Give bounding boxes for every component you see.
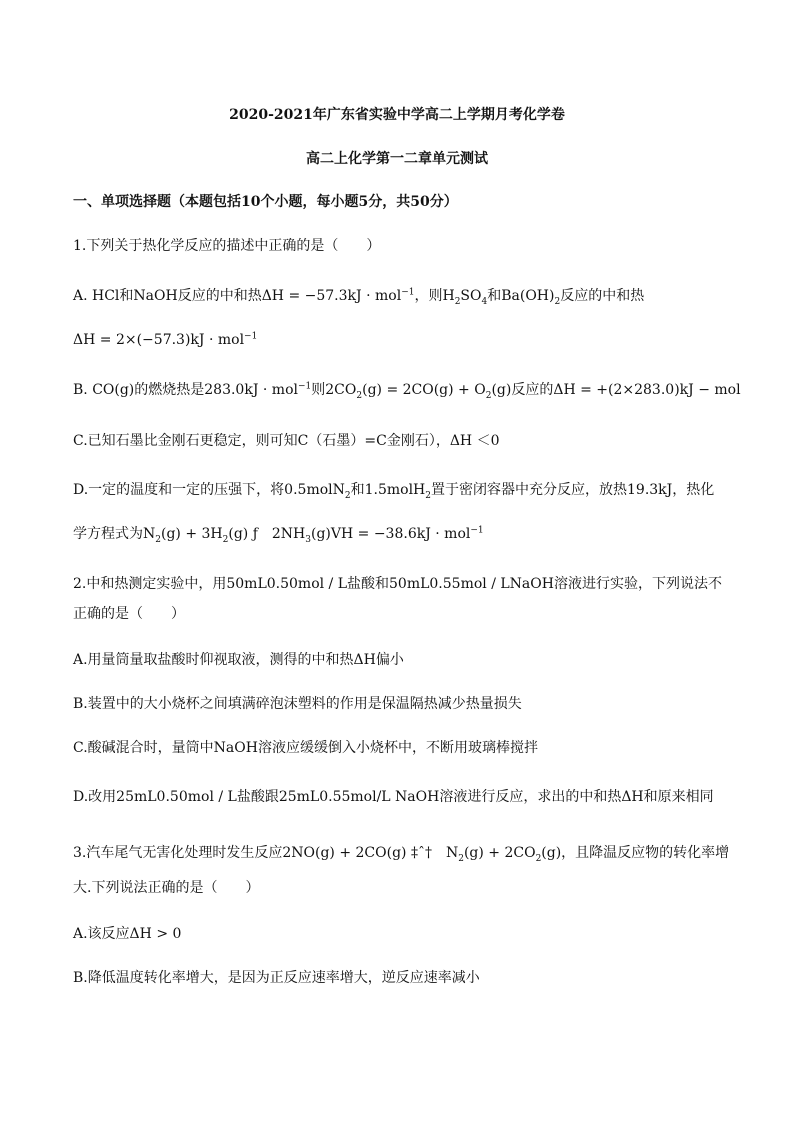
q1-option-a-line2 bbox=[73, 330, 734, 350]
q1-a-text-1: A. HCl和NaOH反应的中和热ΔH = −57.3kJ · mol bbox=[73, 288, 402, 304]
q1-d-text-3: 置于密闭容器中充分反应，放热19.3kJ，热化 bbox=[431, 482, 715, 498]
q1-d-sub-1: 2 bbox=[344, 490, 351, 501]
q1-d-text-1: D.一定的温度和一定的压强下，将0.5molN bbox=[73, 482, 345, 498]
q2-option-b: B.装置中的大小烧杯之间填满碎泡沫塑料的作用是保温隔热减少热量损失 bbox=[73, 696, 522, 712]
q1-a-sub-1: 2 bbox=[454, 296, 461, 307]
q1-b-sub-1: 2 bbox=[356, 390, 363, 401]
q3-option-a: A.该反应ΔH > 0 bbox=[73, 926, 182, 942]
q1-a2-sup: −1 bbox=[244, 331, 258, 342]
q1-a2-text: ΔH = 2×(−57.3)kJ · mol bbox=[73, 332, 245, 348]
q1-option-d-line1 bbox=[73, 480, 734, 500]
document-subtitle: 高二上化学第一二章单元测试 bbox=[306, 151, 488, 167]
q2-option-a: A.用量筒量取盐酸时仰视取液，测得的中和热ΔH偏小 bbox=[73, 652, 404, 668]
q1-d2-sub-1: 2 bbox=[155, 534, 161, 545]
q1-a-text-5: 反应的中和热 bbox=[560, 288, 645, 304]
q2-option-d: D.改用25mL0.50mol / L盐酸跟25mL0.55mol/L NaOH溶液进行反应，求出的中和热ΔH和原来相同 bbox=[73, 789, 714, 805]
q1-a-sub-2: 4 bbox=[481, 296, 488, 307]
q1-option-a-line1 bbox=[73, 286, 734, 306]
q3-text-1: 3.汽车尾气无害化处理时发生反应2NO(g) + 2CO(g) ‡ˆ† N bbox=[73, 845, 459, 861]
q1-d2-sub-2: 2 bbox=[222, 534, 229, 545]
q1-a-text-2: ，则H bbox=[414, 288, 455, 304]
q3-sub-1: 2 bbox=[458, 853, 464, 864]
q1-b-text-3: (g) = 2CO(g) + O bbox=[362, 382, 486, 398]
q3-text-2: (g) + 2CO bbox=[463, 845, 536, 861]
section-heading: 一、单项选择题（本题包括10个小题，每小题5分，共50分） bbox=[73, 194, 458, 210]
q2-option-c: C.酸碱混合时，量筒中NaOH溶液应缓缓倒入小烧杯中，不断用玻璃棒搅拌 bbox=[73, 740, 538, 756]
q1-b-sub-2: 2 bbox=[485, 390, 492, 401]
q3-option-b: B.降低温度转化率增大，是因为正反应速率增大，逆反应速率减小 bbox=[73, 970, 480, 986]
q1-d2-text-4: (g)VH = −38.6kJ · mol bbox=[310, 526, 471, 542]
q1-b-text-4: (g)反应的ΔH = +(2×283.0)kJ − mol bbox=[491, 382, 741, 398]
q2-stem-line1: 2.中和热测定实验中，用50mL0.50mol / L盐酸和50mL0.55mol / LNaOH溶液进行实验，下列说法不 bbox=[73, 576, 722, 592]
q1-d-text-2: 和1.5molH bbox=[350, 482, 426, 498]
q3-stem-line2: 大.下列说法正确的是（ ） bbox=[73, 880, 260, 896]
q1-a-sub-3: 2 bbox=[554, 296, 561, 307]
q1-d2-text-2: (g) + 3H bbox=[160, 526, 223, 542]
q1-b-text-1: B. CO(g)的燃烧热是283.0kJ · mol bbox=[73, 382, 298, 398]
q3-stem-line1 bbox=[73, 843, 734, 863]
q1-a-text-4: 和Ba(OH) bbox=[487, 288, 555, 304]
q1-a-sup-1: −1 bbox=[401, 287, 415, 298]
q1-option-c: C.已知石墨比金刚石更稳定，则可知C（石墨）=C金刚石），ΔH ＜0 bbox=[73, 433, 500, 449]
q1-d2-sub-3: 3 bbox=[305, 534, 311, 545]
q3-text-3: (g)，且降温反应物的转化率增 bbox=[541, 845, 730, 861]
q2-stem-line2: 正确的是（ ） bbox=[73, 606, 185, 622]
q1-d2-text-3: (g) ƒ 2NH bbox=[228, 526, 306, 542]
q3-sub-2: 2 bbox=[535, 853, 542, 864]
q1-stem: 1.下列关于热化学反应的描述中正确的是（ ） bbox=[73, 238, 381, 254]
q1-b-sup: −1 bbox=[297, 381, 312, 392]
q1-b-text-2: 则2CO bbox=[311, 382, 357, 398]
q1-d2-text-1: 学方程式为N bbox=[73, 526, 156, 542]
q1-a-text-3: SO bbox=[460, 288, 482, 304]
q1-d2-sup: −1 bbox=[470, 525, 484, 536]
document-title: 2020-2021年广东省实验中学高二上学期月考化学卷 bbox=[229, 107, 565, 123]
q1-option-d-line2 bbox=[73, 524, 734, 544]
q1-d-sub-2: 2 bbox=[425, 490, 431, 501]
q1-option-b bbox=[73, 380, 741, 401]
